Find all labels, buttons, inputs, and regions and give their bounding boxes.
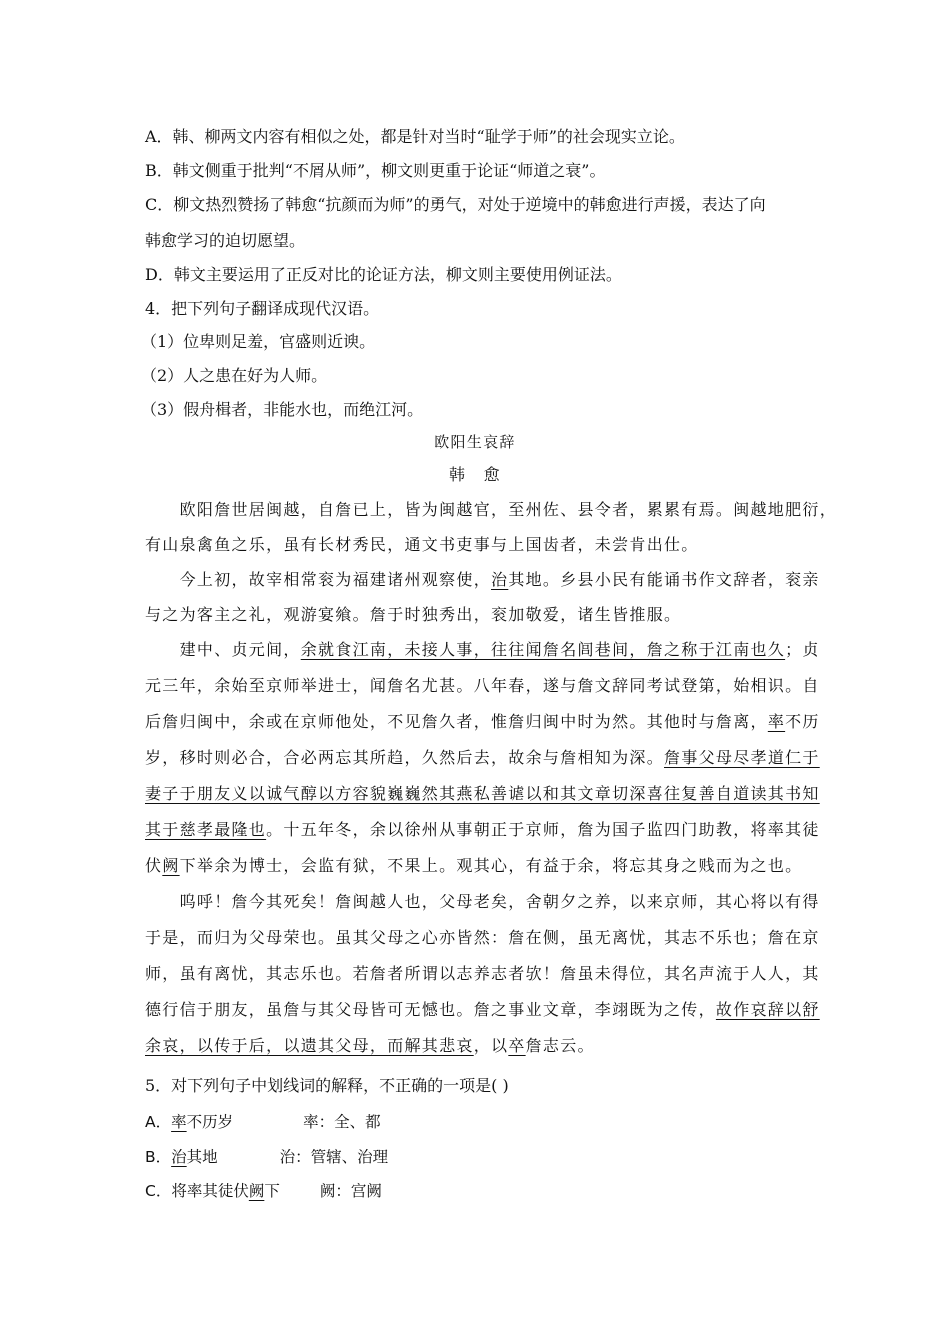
text-run: 詹志云。 <box>525 1036 595 1055</box>
passage-line: 于是，而归为父母荣也。虽其父母之心亦皆然：詹在侧，虽无离忧，其志不乐也；詹在京 <box>145 928 820 947</box>
underlined-word: 卒 <box>508 1036 526 1055</box>
passage-line: 有山泉禽鱼之乐，虽有长材秀民，通文书吏事与上国齿者，未尝肯出仕。 <box>145 535 699 554</box>
passage-line: 呜呼！詹今其死矣！詹闽越人也，父母老矣，舍朝夕之养，以来京师，其心将以有得 <box>145 892 820 911</box>
text-run: 不历岁 <box>186 1113 234 1131</box>
passage-title: 欧阳生哀辞 <box>434 433 516 451</box>
q3-option-d: D．韩文主要运用了正反对比的论证方法，柳文则主要使用例证法。 <box>145 265 622 284</box>
passage-line: 与之为客主之礼，观游宴飨。詹于时独秀出，衮加敬爱，诸生皆推服。 <box>145 605 682 624</box>
passage-author: 韩 愈 <box>449 465 501 484</box>
passage-line: 欧阳詹世居闽越，自詹已上，皆为闽越官，至州佐、县令者，累累有焉。闽越地肥衍， <box>145 500 838 519</box>
passage-line <box>145 640 820 660</box>
text-run: 其地 <box>186 1148 218 1166</box>
underlined-sentence: 故作哀辞以舒 <box>715 1000 820 1019</box>
q5-option-c <box>145 1181 382 1201</box>
passage-line <box>145 1036 595 1056</box>
option-gloss: 阙：宫阙 <box>319 1182 382 1200</box>
passage-line <box>145 856 802 876</box>
text-run: 。十五年冬，余以徐州从事朝正于京师，詹为国子监四门助教，将率其徒 <box>266 820 820 839</box>
passage-line: 师，虽有离忧，其志乐也。若詹者所谓以志养志者欤！詹虽未得位，其名声流于人人，其 <box>145 964 820 983</box>
text-run: 下举余为博士，会监有狱，不果上。观其心，有益于余，将忘其身之贱而为之也。 <box>179 856 803 875</box>
text-run: 后詹归闽中，余或在京师他处，不见詹久者，惟詹归闽中时为然。其他时与詹离， <box>145 712 768 731</box>
text-run: ；贞 <box>785 640 820 659</box>
option-gloss: 率：全、都 <box>303 1113 381 1131</box>
passage-line <box>145 748 820 768</box>
underlined-sentence: 余哀，以传于后，以遗其父母，而解其悲哀 <box>145 1036 474 1055</box>
option-prefix: C．将率其徒伏 <box>145 1182 249 1200</box>
q4-sentence-3: （3）假舟楫者，非能水也，而绝江河。 <box>141 400 424 419</box>
text-run: 伏 <box>145 856 163 875</box>
text-run: 今上初，故宰相常衮为福建诸州观察使， <box>145 570 492 589</box>
q4-stem: 4．把下列句子翻译成现代汉语。 <box>145 299 380 318</box>
text-run: 建中、贞元间， <box>145 640 301 659</box>
q5-stem: 5．对下列句子中划线词的解释，不正确的一项是( ) <box>145 1076 509 1095</box>
text-run: 其地。乡县小民有能诵书作文辞者，衮亲 <box>508 570 820 589</box>
q3-option-c-line2: 韩愈学习的迫切愿望。 <box>145 231 306 250</box>
underlined-word: 阙 <box>162 856 180 875</box>
passage-line <box>145 570 820 590</box>
underlined-word: 治 <box>491 570 509 589</box>
underlined-word: 阙 <box>248 1182 265 1200</box>
q5-option-a <box>145 1112 381 1132</box>
q3-option-c-line1: C．柳文热烈赞扬了韩愈“抗颜而为师”的勇气，对处于逆境中的韩愈进行声援，表达了向 <box>145 195 766 214</box>
option-gloss: 治：管辖、治理 <box>279 1148 389 1166</box>
option-prefix: A． <box>145 1113 172 1131</box>
underlined-word: 治 <box>171 1148 187 1166</box>
text-run: ，以 <box>473 1036 509 1055</box>
q3-option-b: B．韩文侧重于批判“不屑从师”，柳文则更重于论证“师道之衰”。 <box>145 161 606 180</box>
passage-line <box>145 1000 820 1020</box>
passage-line <box>145 784 820 804</box>
q3-option-a: A．韩、柳两文内容有相似之处，都是针对当时“耻学于师”的社会现实立论。 <box>145 127 685 146</box>
underlined-sentence: 余就食江南，未接人事，往往闻詹名闾巷间，詹之称于江南也久 <box>300 640 786 659</box>
underlined-sentence: 詹事父母尽孝道仁于 <box>664 748 820 767</box>
option-prefix: B． <box>145 1148 172 1166</box>
text-run: 不历 <box>785 712 820 731</box>
passage-line: 元三年，余始至京师举进士，闻詹名尤甚。八年春，遂与詹文辞同考试登第，始相识。自 <box>145 676 820 695</box>
underlined-word: 率 <box>171 1113 187 1131</box>
text-run: 德行信于朋友，虽詹与其父母皆可无憾也。詹之事业文章，李翊既为之传， <box>145 1000 716 1019</box>
passage-line <box>145 712 820 732</box>
q4-sentence-2: （2）人之患在好为人师。 <box>141 366 328 385</box>
text-run: 下 <box>264 1182 280 1200</box>
text-run: 岁，移时则必合，合必两忘其所趋，久然后去，故余与詹相知为深。 <box>145 748 665 767</box>
underlined-sentence: 妻子于朋友义以诚气醇以方容貌巍巍然其燕私善谑以和其文章切深喜往复善自道读其书知 <box>145 784 820 803</box>
q4-sentence-1: （1）位卑则足羞，官盛则近谀。 <box>141 332 376 351</box>
passage-line <box>145 820 820 840</box>
q5-option-b <box>145 1147 388 1167</box>
underlined-word: 率 <box>767 712 786 731</box>
underlined-sentence: 其于慈孝最隆也 <box>145 820 267 839</box>
